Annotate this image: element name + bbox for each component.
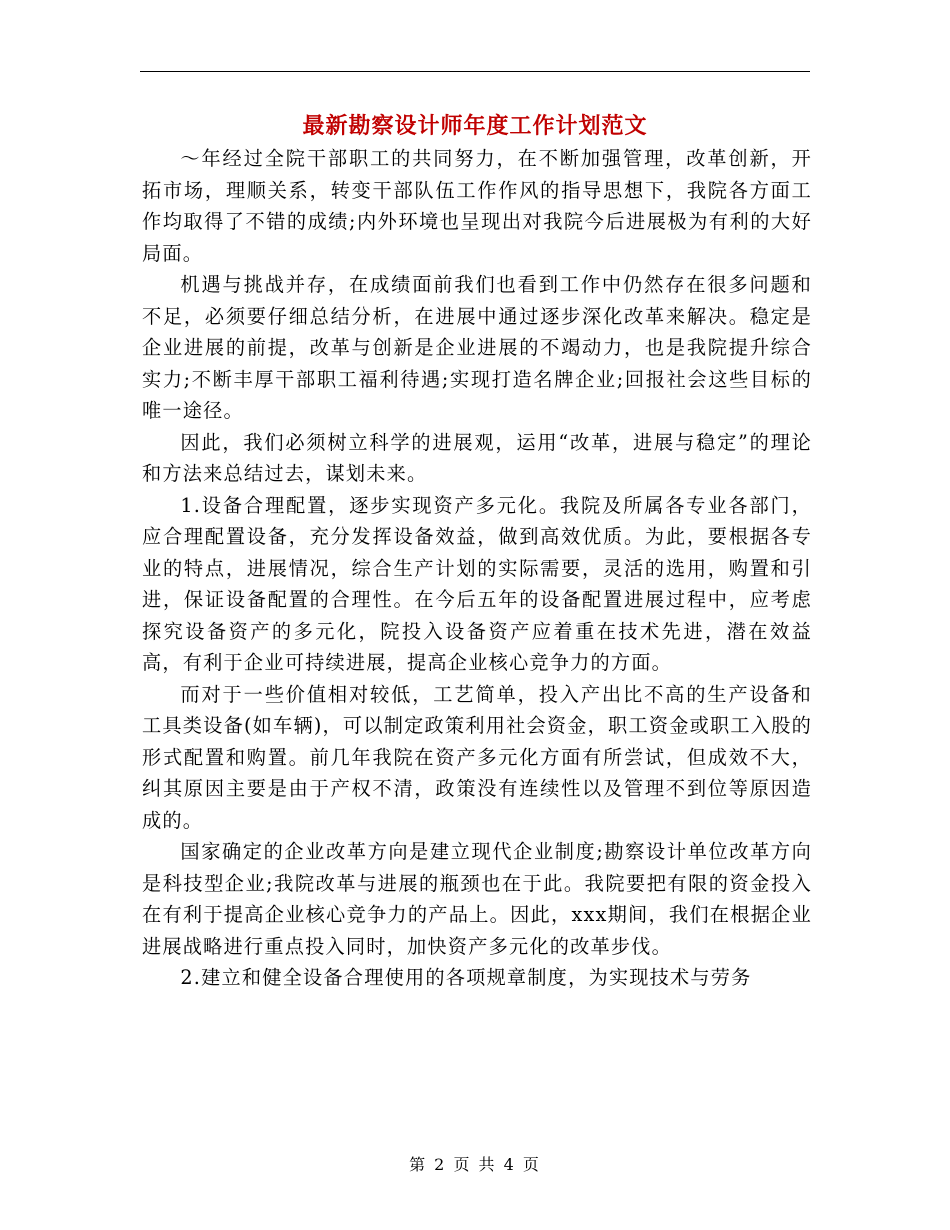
paragraph-4: 1.设备合理配置，逐步实现资产多元化。我院及所属各专业各部门，应合理配置设备，充分发挥设备效益，做到高效优质。为此，要根据各专业的特点，进展情况，综合生产计划的实际需要，灵活的选用，购置和引进，保证设备配置的合理性。在今后五年的设备配置进展过程中，应考虑探究设备资产的多元化，院投入设备资产应着重在技术先进，潜在效益高，有利于企业可持续进展，提高企业核心竞争力的方面。	[142, 493, 812, 674]
paragraph-3: 因此，我们必须树立科学的进展观，运用“改革，进展与稳定”的理论和方法来总结过去，谋划未来。	[142, 430, 812, 485]
paragraph-6: 国家确定的企业改革方向是建立现代企业制度;勘察设计单位改革方向是科技型企业;我院改革与进展的瓶颈也在于此。我院要把有限的资金投入在有利于提高企业核心竞争力的产品上。因此，xxx期间，我们在根据企业进展战略进行重点投入同时，加快资产多元化的改革步伐。	[142, 840, 812, 958]
paragraph-1: ～年经过全院干部职工的共同努力，在不断加强管理，改革创新，开拓市场，理顺关系，转变干部队伍工作作风的指导思想下，我院各方面工作均取得了不错的成绩;内外环境也呈现出对我院今后进展极为有利的大好局面。	[142, 147, 812, 265]
page-number: 第 2 页 共 4 页	[409, 1155, 541, 1174]
document-body	[142, 143, 812, 994]
paragraph-2: 机遇与挑战并存，在成绩面前我们也看到工作中仍然存在很多问题和不足，必须要仔细总结分析，在进展中通过逐步深化改革来解决。稳定是企业进展的前提，改革与创新是企业进展的不竭动力，也是我院提升综合实力;不断丰厚干部职工福利待遇;实现打造名牌企业;回报社会这些目标的唯一途径。	[142, 273, 812, 422]
header-rule	[140, 71, 810, 72]
document-title: 最新勘察设计师年度工作计划范文	[302, 113, 648, 139]
paragraph-7: 2.建立和健全设备合理使用的各项规章制度，为实现技术与劳务	[180, 966, 752, 989]
paragraph-5: 而对于一些价值相对较低，工艺简单，投入产出比不高的生产设备和工具类设备(如车辆)，可以制定政策利用社会资金，职工资金或职工入股的形式配置和购置。前几年我院在资产多元化方面有所尝试，但成效不大，纠其原因主要是由于产权不清，政策没有连续性以及管理不到位等原因造成的。	[142, 682, 812, 832]
